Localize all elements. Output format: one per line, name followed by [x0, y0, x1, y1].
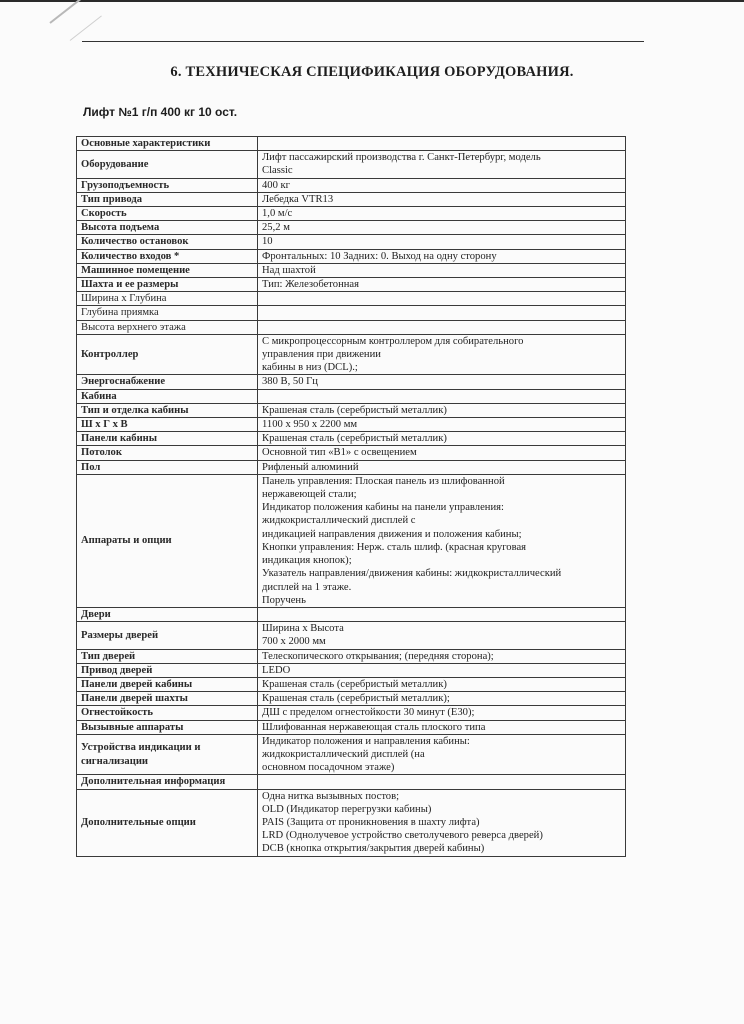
spec-value-line: Фронтальных: 10 Задних: 0. Выход на одну сторону [262, 250, 497, 262]
spec-label: Тип дверей [77, 649, 258, 663]
spec-value-line: Лифт пассажирский производства г. Санкт-Петербург, модель [262, 152, 541, 164]
spec-value-line: Телескопического открывания; (передняя сторона); [262, 650, 494, 662]
spec-row [77, 432, 626, 446]
spec-label: Панели кабины [77, 432, 258, 446]
spec-value [258, 663, 626, 677]
spec-row [77, 789, 626, 856]
spec-row [77, 692, 626, 706]
spec-value-line [262, 321, 621, 334]
spec-row [77, 263, 626, 277]
spec-row [77, 192, 626, 206]
spec-row [77, 607, 626, 621]
spec-value-line: 1100 х 950 х 2200 мм [262, 419, 358, 431]
spec-label: Тип привода [77, 192, 258, 206]
spec-row [77, 375, 626, 389]
spec-row [77, 720, 626, 734]
spec-row [77, 278, 626, 292]
spec-label: Дополнительные опции [77, 789, 258, 856]
spec-value [258, 334, 626, 375]
spec-row [77, 418, 626, 432]
spec-value-line: 25,2 м [262, 222, 290, 234]
spec-value [258, 622, 626, 649]
spec-label: Дополнительная информация [77, 775, 258, 789]
spec-value [258, 460, 626, 474]
spec-value [258, 692, 626, 706]
spec-row [77, 649, 626, 663]
spec-value-line: Крашеная сталь (серебристый металлик) [262, 433, 447, 445]
spec-value-line: С микропроцессорным контроллером для собирательного [262, 335, 524, 347]
spec-label: Ш х Г х В [77, 418, 258, 432]
spec-value-line: Индикатор положения кабины на панели управления: [262, 502, 504, 514]
spec-label: Аппараты и опции [77, 474, 258, 607]
spec-value-line: Кнопки управления: Нерж. сталь шлиф. (красная круговая [262, 541, 527, 553]
spec-value-line: индикация кнопок); [262, 555, 352, 567]
spec-label: Потолок [77, 446, 258, 460]
spec-value [258, 178, 626, 192]
spec-value [258, 789, 626, 856]
spec-label: Ширина х Глубина [77, 292, 258, 306]
spec-value-line: Шлифованная нержавеющая сталь плоского типа [262, 721, 486, 733]
spec-label: Огнестойкость [77, 706, 258, 720]
spec-value [258, 137, 626, 151]
spec-value-line: жидкокристаллический дисплей с [262, 515, 416, 527]
spec-value [258, 446, 626, 460]
spec-value [258, 207, 626, 221]
spec-value [258, 403, 626, 417]
spec-label: Вызывные аппараты [77, 720, 258, 734]
spec-row [77, 622, 626, 649]
spec-row [77, 706, 626, 720]
spec-value [258, 432, 626, 446]
spec-value-line: ДШ с пределом огнестойкости 30 минут (Е30); [262, 707, 475, 719]
spec-label: Количество входов * [77, 249, 258, 263]
spec-value [258, 375, 626, 389]
spec-value [258, 649, 626, 663]
spec-value-line: Панель управления: Плоская панель из шлифованной [262, 475, 505, 487]
spec-value-line [262, 292, 621, 305]
spec-value-line: Classic [262, 165, 293, 177]
spec-value [258, 418, 626, 432]
spec-label: Шахта и ее размеры [77, 278, 258, 292]
spec-label: Тип и отделка кабины [77, 403, 258, 417]
spec-label: Грузоподъемность [77, 178, 258, 192]
spec-label: Машинное помещение [77, 263, 258, 277]
spec-value-line: Тип: Железобетонная [262, 279, 359, 291]
spec-row [77, 677, 626, 691]
spec-label: Глубина приямка [77, 306, 258, 320]
header-rule [82, 41, 644, 42]
page-fold-mark-2 [70, 15, 102, 40]
spec-value [258, 706, 626, 720]
spec-row [77, 235, 626, 249]
spec-value-line: кабины в низ (DCL).; [262, 362, 358, 374]
spec-label: Пол [77, 460, 258, 474]
spec-value-line: основном посадочном этаже) [262, 762, 395, 774]
spec-row [77, 460, 626, 474]
spec-value-line: Лебедка VTR13 [262, 193, 334, 205]
spec-row [77, 474, 626, 607]
spec-value [258, 306, 626, 320]
spec-value-line [262, 306, 621, 319]
spec-label: Высота подъема [77, 221, 258, 235]
spec-row [77, 137, 626, 151]
spec-value-line: Ширина х Высота [262, 623, 344, 635]
spec-row [77, 151, 626, 178]
spec-value [258, 235, 626, 249]
spec-label: Устройства индикации и сигнализации [77, 734, 258, 775]
spec-value-line: Крашеная сталь (серебристый металлик) [262, 678, 447, 690]
spec-value [258, 221, 626, 235]
spec-value [258, 775, 626, 789]
spec-value-line: дисплей на 1 этаже. [262, 581, 352, 593]
spec-row [77, 292, 626, 306]
spec-row [77, 403, 626, 417]
document-title: 6. ТЕХНИЧЕСКАЯ СПЕЦИФИКАЦИЯ ОБОРУДОВАНИЯ. [170, 64, 574, 80]
spec-value-line: нержавеющей стали; [262, 489, 357, 501]
spec-value [258, 389, 626, 403]
spec-label: Панели дверей кабины [77, 677, 258, 691]
specification-table [76, 136, 626, 857]
spec-label: Контроллер [77, 334, 258, 375]
spec-value-line: LEDO [262, 664, 291, 676]
document-subtitle: Лифт №1 г/п 400 кг 10 ост. [83, 105, 238, 119]
spec-value-line: Крашеная сталь (серебристый металлик) [262, 404, 447, 416]
spec-value-line: Поручень [262, 594, 306, 606]
spec-value-line: Крашеная сталь (серебристый металлик); [262, 693, 450, 705]
spec-label: Кабина [77, 389, 258, 403]
spec-label: Привод дверей [77, 663, 258, 677]
spec-row [77, 178, 626, 192]
spec-value-line: 380 В, 50 Гц [262, 376, 318, 388]
spec-value [258, 249, 626, 263]
spec-value-line: управления при движении [262, 349, 381, 361]
spec-row [77, 446, 626, 460]
spec-value-line [262, 137, 621, 150]
spec-value-line: жидкокристаллический дисплей (на [262, 748, 425, 760]
spec-value-line: 1,0 м/с [262, 208, 293, 220]
spec-row [77, 306, 626, 320]
spec-value-line: OLD (Индикатор перегрузки кабины) [262, 803, 432, 815]
spec-value-line [262, 608, 621, 621]
spec-label: Размеры дверей [77, 622, 258, 649]
spec-value-line: LRD (Однолучевое устройство светолучевого реверса дверей) [262, 830, 543, 842]
spec-row [77, 775, 626, 789]
spec-row [77, 221, 626, 235]
spec-value-line: Основной тип «В1» с освещением [262, 447, 417, 459]
specification-table-body [77, 137, 626, 857]
spec-value [258, 607, 626, 621]
spec-value-line [262, 390, 621, 403]
spec-row [77, 207, 626, 221]
spec-value [258, 263, 626, 277]
spec-row [77, 734, 626, 775]
spec-value-line [262, 775, 621, 788]
spec-value-line: Указатель направления/движения кабины: жидкокристаллический [262, 568, 562, 580]
spec-value-line: Одна нитка вызывных постов; [262, 790, 400, 802]
spec-label: Высота верхнего этажа [77, 320, 258, 334]
spec-label: Основные характеристики [77, 137, 258, 151]
spec-value-line: Над шахтой [262, 264, 316, 276]
spec-value [258, 278, 626, 292]
spec-value-line: PAIS (Защита от проникновения в шахту лифта) [262, 816, 480, 828]
spec-row [77, 389, 626, 403]
spec-row [77, 334, 626, 375]
spec-value-line: DCB (кнопка открытия/закрытия дверей кабины) [262, 843, 485, 855]
spec-value [258, 677, 626, 691]
spec-label: Оборудование [77, 151, 258, 178]
spec-value [258, 474, 626, 607]
spec-label: Количество остановок [77, 235, 258, 249]
spec-value [258, 151, 626, 178]
spec-value [258, 720, 626, 734]
spec-label: Двери [77, 607, 258, 621]
spec-value [258, 192, 626, 206]
spec-label: Панели дверей шахты [77, 692, 258, 706]
spec-value-line: индикацией направления движения и положения кабины; [262, 528, 522, 540]
spec-value [258, 292, 626, 306]
spec-value-line: 700 х 2000 мм [262, 636, 326, 648]
spec-row [77, 249, 626, 263]
spec-value-line: 10 [262, 236, 273, 248]
scan-edge [0, 0, 744, 14]
spec-value-line: Рифленый алюминий [262, 461, 359, 473]
spec-value [258, 320, 626, 334]
spec-label: Скорость [77, 207, 258, 221]
spec-row [77, 320, 626, 334]
spec-label: Энергоснабжение [77, 375, 258, 389]
spec-value [258, 734, 626, 775]
spec-row [77, 663, 626, 677]
spec-value-line: 400 кг [262, 179, 291, 191]
spec-value-line: Индикатор положения и направления кабины: [262, 735, 470, 747]
